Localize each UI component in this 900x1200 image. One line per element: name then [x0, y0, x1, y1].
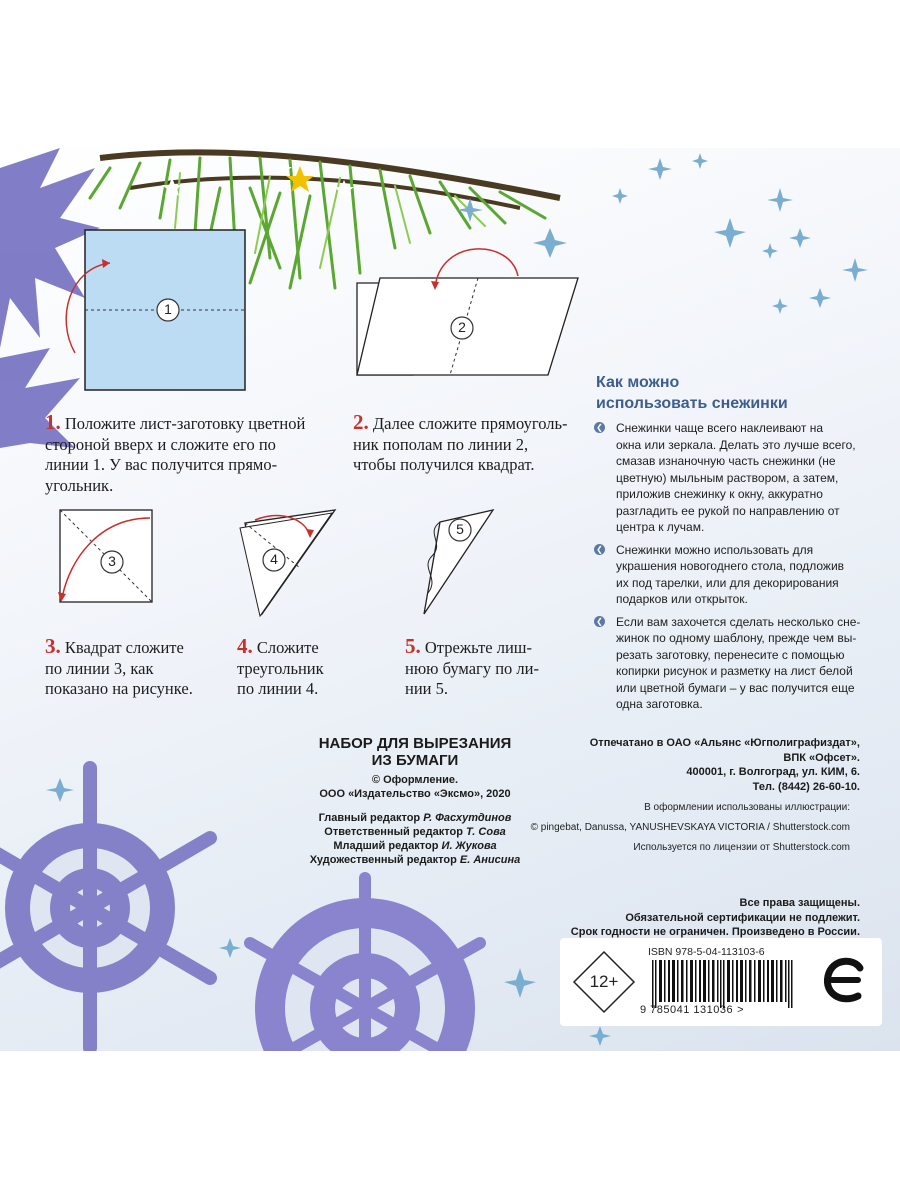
- publisher: ООО «Издательство «Эксмо», 2020: [319, 788, 511, 800]
- bullet-line: или цветной бумаги – у вас получится еще: [616, 680, 855, 695]
- step-text-line: нюю бумагу по ли-: [405, 658, 539, 678]
- bullet-line: одна заготовка.: [616, 697, 703, 711]
- list-item: [596, 542, 878, 608]
- step-number: 5.: [405, 634, 421, 658]
- bullet-line: Если вам захочется сделать несколько сне-: [616, 614, 861, 629]
- step-text-line: Квадрат сложите: [64, 638, 184, 657]
- bullet-line: Снежинки чаще всего наклеивают на: [616, 421, 824, 435]
- printing-info: [560, 736, 860, 794]
- editor-line: Младший редактор И. Жукова: [333, 840, 497, 852]
- step-number: 3.: [45, 634, 61, 658]
- step-text-line: показано на рисунке.: [45, 679, 193, 698]
- rights-line: Срок годности не ограничен. Произведено в России.: [570, 926, 860, 938]
- bullet-arrow-icon: ❮: [594, 422, 605, 433]
- bullet-arrow-icon: ❮: [594, 544, 605, 555]
- credit-line: © pingebat, Danussa, YANUSHEVSKAYA VICTORIA / Shutterstock.com: [530, 822, 850, 833]
- copyright: © Оформление.: [371, 774, 459, 786]
- product-title: [290, 735, 540, 769]
- step-text-line: Положите лист-заготовку цветной: [64, 414, 306, 433]
- step-text-line: угольник.: [45, 475, 114, 495]
- snowflake-icon: [250, 878, 480, 1051]
- isbn: ISBN 978-5-04-113103-6: [648, 946, 765, 958]
- step-text-line: ник пополам по линии 2,: [353, 434, 529, 454]
- barcode-panel: [560, 938, 882, 1026]
- step-text-line: нии 5.: [405, 679, 448, 698]
- step-text-line: линии 1. У вас получится прямо-: [45, 455, 278, 474]
- list-item: [596, 614, 878, 713]
- bullet-line: приложив снежинку к окну, аккуратно: [616, 487, 823, 501]
- bullet-line: резать заготовку, перенесите с помощью: [616, 647, 845, 662]
- diagram-label-1: 1: [164, 301, 172, 317]
- age-rating: [572, 950, 636, 1014]
- bullet-line: цветную) мыльным раствором, а затем,: [616, 470, 839, 485]
- step-text-line: чтобы получился квадрат.: [353, 455, 535, 474]
- step-3: [45, 636, 225, 700]
- rights-info: [520, 896, 860, 940]
- step-text-line: стороной вверх и сложите его по: [45, 434, 276, 454]
- editors: [290, 811, 540, 867]
- barcode-arrow: >: [737, 1004, 745, 1016]
- editor-line: Художественный редактор Е. Анисина: [309, 854, 521, 866]
- publisher-logo-icon: [822, 956, 866, 1006]
- snowflake-icon: [0, 768, 210, 1048]
- step-text-line: Отрежьте лиш-: [424, 638, 532, 657]
- step-text-line: Сложите: [256, 638, 319, 657]
- barcode-digits: [640, 1004, 744, 1016]
- editor-line: Ответственный редактор Т. Сова: [324, 826, 506, 838]
- usage-bullets: [596, 420, 878, 719]
- list-item: [596, 420, 878, 536]
- step-number: 2.: [353, 410, 369, 434]
- printing-line: Отпечатано в ОАО «Альянс «Югполиграфиздат»,: [589, 737, 860, 749]
- step-text-line: треугольник: [237, 658, 324, 678]
- diagram-label-5: 5: [456, 521, 464, 537]
- bullet-arrow-icon: ❮: [594, 616, 605, 627]
- product-title-line: НАБОР ДЛЯ ВЫРЕЗАНИЯ: [318, 735, 512, 752]
- step-1: [45, 412, 335, 496]
- product-title-line: ИЗ БУМАГИ: [371, 752, 459, 769]
- barcode: [650, 960, 800, 1008]
- bullet-line: разгладить ее рукой по направлению от: [616, 503, 840, 518]
- bullet-line: украшения новогоднего стола, подложив: [616, 559, 845, 573]
- bullet-line: жинок по одному шаблону, прежде чем вы-: [616, 631, 857, 645]
- step-4: [237, 636, 377, 700]
- step-text-line: по линии 3, как: [45, 658, 154, 678]
- step-2: [353, 412, 593, 476]
- age-rating-label: 12+: [589, 972, 619, 991]
- step-number: 1.: [45, 410, 61, 434]
- credit-line: Используется по лицензии от Shutterstock.com: [633, 842, 850, 853]
- diagram-label-2: 2: [458, 319, 466, 335]
- diagram-label-3: 3: [108, 553, 116, 569]
- rights-line: Все права защищены.: [739, 897, 860, 909]
- usage-title: [596, 372, 876, 414]
- step-text-line: Далее сложите прямоуголь-: [372, 414, 568, 433]
- diagram-label-4: 4: [270, 551, 278, 567]
- printing-line: Тел. (8442) 26-60-10.: [752, 780, 860, 793]
- usage-title-line: использовать снежинки: [596, 395, 788, 412]
- bullet-line: окна или зеркала. Делать это лучше всего,: [616, 437, 856, 452]
- rights-line: Обязательной сертификации не подлежит.: [625, 911, 860, 924]
- bullet-line: центра к лучам.: [616, 520, 705, 534]
- bullet-line: Снежинки можно использовать для: [616, 542, 814, 557]
- bullet-line: их под тарелки, или для декорирования: [616, 575, 839, 590]
- imprint: [290, 735, 540, 867]
- step-number: 4.: [237, 634, 253, 658]
- credit-line: В оформлении использованы иллюстрации:: [644, 802, 850, 813]
- bullet-line: подарков или открыток.: [616, 592, 748, 606]
- step-5: [405, 636, 575, 700]
- usage-title-line: Как можно: [596, 374, 680, 391]
- editor-line: Главный редактор Р. Фасхутдинов: [318, 812, 512, 824]
- bullet-line: копирки рисунок и разметку на лист белой: [616, 664, 853, 678]
- illustration-credits: [530, 801, 850, 855]
- step-text-line: по линии 4.: [237, 679, 319, 698]
- bullet-line: смазав изнаночную часть снежинки (не: [616, 454, 836, 468]
- book-back-cover: [0, 148, 900, 1051]
- printing-line: 400001, г. Волгоград, ул. КИМ, 6.: [686, 766, 860, 778]
- printing-line: ВПК «Офсет».: [783, 751, 860, 764]
- barcode-number: 9 785041 131036: [640, 1004, 734, 1016]
